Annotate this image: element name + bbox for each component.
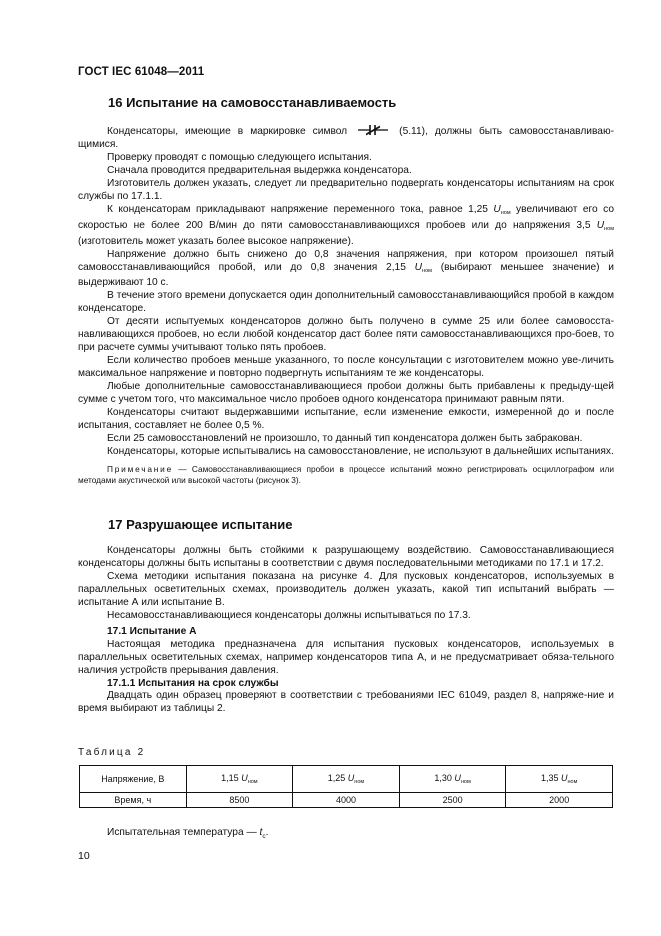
paragraph: Проверку проводят с помощью следующего испытания. bbox=[107, 151, 372, 163]
table-cell: Время, ч bbox=[80, 793, 187, 808]
paragraph: Несамовосстанавливающиеся конденсаторы должны испытываться по 17.3. bbox=[107, 609, 471, 621]
table-caption: Таблица 2 bbox=[78, 747, 146, 758]
paragraph: Конденсаторы, которые испытывались на самовосстановление, не используют в дальнейших испытаниях. bbox=[107, 445, 614, 457]
text: увеличивают его со скоростью не более 200 В/мин до пяти самовосстанавливающихся пробоев или до напряжения 3,5 bbox=[78, 203, 614, 231]
page-number: 10 bbox=[78, 850, 90, 862]
paragraph: Изготовитель должен указать, следует ли предварительно подвергать конденсаторы испытаниям на срок службы по 17.1.1. bbox=[78, 177, 614, 202]
paragraph bbox=[78, 249, 614, 291]
text: (изготовитель может указать более высокое напряжение). bbox=[78, 235, 354, 247]
text: К конденсаторам прикладывают напряжение переменного тока, равное 1,25 bbox=[107, 203, 494, 215]
note bbox=[78, 464, 614, 486]
paragraph bbox=[78, 204, 614, 249]
section-16-title: 16 Испытание на самовосстанавливаемость bbox=[108, 95, 397, 110]
paragraph: Двадцать один образец проверяют в соответствии с требованиями IEC 61049, раздел 8, напряже-ние и время выбирают из таблицы 2. bbox=[78, 690, 614, 715]
paragraph: В течение этого времени допускается один дополнительный самовосстанавливающийся пробой в каждом конденсаторе. bbox=[78, 290, 614, 315]
u-symbol: U bbox=[493, 203, 501, 215]
temperature-line bbox=[107, 827, 268, 840]
paragraph: Настоящая методика предназначена для испытания пусковых конденсаторов, используемых в параллельных осветительных схемах, например конденсаторов типа А, и не предусматривает обяза-тельного наличия устройств прерывания давления. bbox=[78, 638, 614, 676]
t-symbol: t bbox=[259, 827, 263, 838]
u-subscript: ном bbox=[500, 209, 511, 216]
table-cell: 1,25 $U_{ном}$ bbox=[293, 766, 400, 793]
paragraph: Если количество пробоев меньше указанного, то после консультации с изготовителем можно уве-личить максимальное напряжение и повторно подвергнуть испытаниям те же конденсаторы. bbox=[78, 355, 614, 380]
text: Испытательная температура — bbox=[107, 827, 260, 838]
section-17-title: 17 Разрушающее испытание bbox=[108, 517, 293, 532]
t-subscript: c bbox=[262, 833, 266, 841]
paragraph: Сначала проводится предварительная выдержка конденсатора. bbox=[107, 164, 412, 176]
text: (5.11), должны быть самовосстанавливаю-щимися. bbox=[78, 126, 614, 150]
u-subscript: ном bbox=[422, 267, 432, 274]
paragraph bbox=[78, 124, 614, 152]
table-cell: 8500 bbox=[186, 793, 293, 808]
paragraph: Конденсаторы должны быть стойкими к разрушающему воздействию. Самовосстанавливающиеся конденсаторы должны быть испытаны в соответствии с двумя последовательными методиками по 17.1 и 17.2. bbox=[78, 545, 614, 569]
u-subscript: ном bbox=[604, 225, 614, 232]
voltage-time-table bbox=[79, 765, 613, 808]
u-symbol: U bbox=[596, 219, 605, 231]
paragraph: Если 25 самовосстановлений не произошло, то данный тип конденсатора должен быть забракован. bbox=[107, 432, 583, 444]
paragraph: Схема методики испытания показана на рисунке 4. Для пусковых конденсаторов, используемых в параллельных осветительных схемах, производитель должен указать, какой тип испытаний выбрать — испытание А или испытание В. bbox=[78, 570, 614, 608]
table-cell: 1,30 $U_{ном}$ bbox=[399, 766, 506, 793]
table-cell: 2500 bbox=[399, 793, 506, 808]
paragraph: От десяти испытуемых конденсаторов должно быть получено в сумме 25 или более самовосста-навливающихся пробоев, но если любой конденсатор даст более пяти самовосстанавливающихся про-боев, то при расчете суммы учитывают только пять пробоев. bbox=[78, 316, 614, 354]
table-cell: Напряжение, В bbox=[80, 766, 187, 793]
table-cell: 1,35 $U_{ном}$ bbox=[506, 766, 613, 793]
table-row bbox=[80, 766, 613, 793]
section-16-body bbox=[78, 124, 614, 486]
text: . bbox=[265, 827, 269, 838]
table-cell: 1,15 $U_{ном}$ bbox=[186, 766, 293, 793]
subsection-title: 17.1 Испытание А bbox=[107, 625, 197, 637]
text: (выбирают меньшее значение) и выдерживают 10 с. bbox=[78, 261, 614, 289]
note-text: — Самовосстанавливающиеся пробои в процессе испытаний можно регистрировать осциллографом или методами акустической или высокой частоты (рисунок 3). bbox=[78, 463, 614, 485]
table-cell: 4000 bbox=[293, 793, 400, 808]
subsection-title: 17.1.1 Испытания на срок службы bbox=[107, 677, 279, 689]
self-healing-capacitor-symbol-icon bbox=[358, 124, 388, 136]
paragraph: Конденсаторы считают выдержавшими испытание, если изменение емкости, измеренной до и после испытания, составляет не более 0,5 %. bbox=[78, 407, 614, 431]
paragraph: Любые дополнительные самовосстанавливающиеся пробои должны быть прибавлены к предыду-щей сумме с учетом того, что максимальное число пробоев одного конденсатора принимают равным пяти. bbox=[78, 381, 614, 406]
table-row bbox=[80, 793, 613, 808]
table-cell: 2000 bbox=[506, 793, 613, 808]
text: Напряжение должно быть снижено до 0,8 значения напряжения, при котором произошел пятый самовосстанавливающийся пробой, или до 0,8 значения 2,15 bbox=[78, 248, 614, 273]
section-17-body bbox=[78, 545, 614, 716]
text: Конденсаторы, имеющие в маркировке символ bbox=[107, 126, 348, 137]
note-label: Примечание bbox=[107, 463, 174, 474]
u-symbol: U bbox=[414, 261, 423, 273]
document-header: ГОСТ IEC 61048—2011 bbox=[78, 66, 205, 78]
